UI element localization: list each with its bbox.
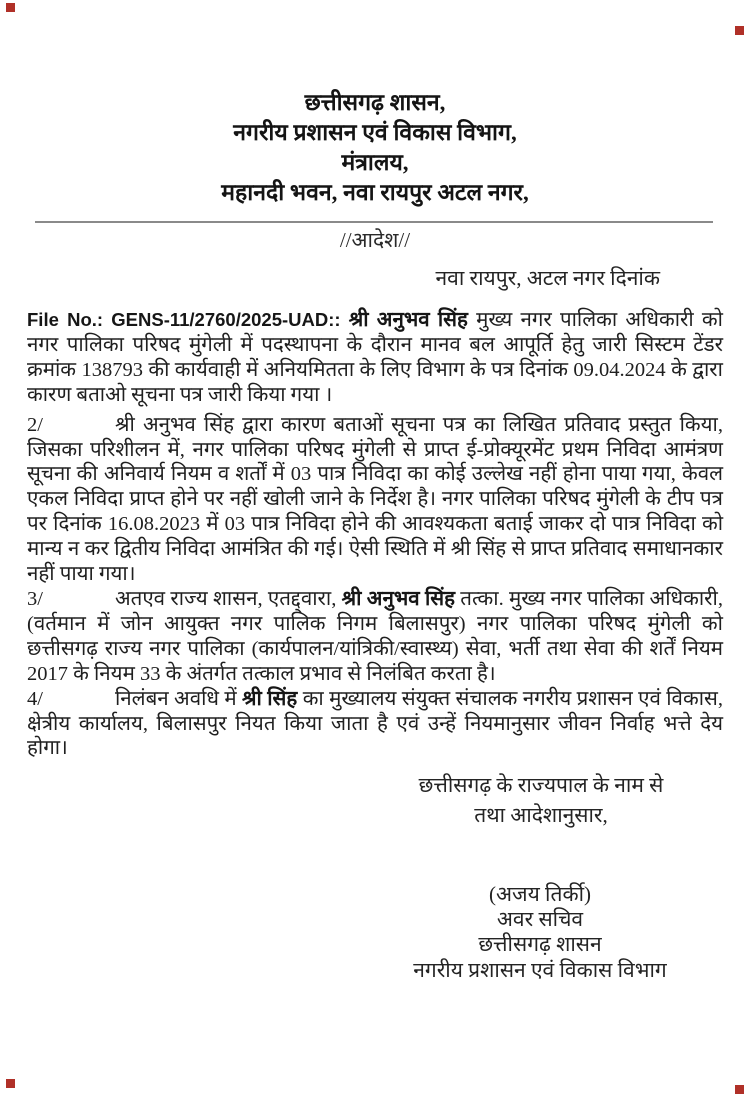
paragraph-3-pre: अतएव राज्य शासन, एतद्द्वारा, xyxy=(115,587,342,610)
paragraph-4 xyxy=(27,687,723,762)
letterhead-address: महानदी भवन, नवा रायपुर अटल नगर, xyxy=(221,180,529,205)
signature-block xyxy=(388,882,692,983)
paragraph-4-number: 4/ xyxy=(27,687,43,710)
divider-line xyxy=(35,221,713,223)
signatory-name: (अजय तिर्की) xyxy=(488,882,592,906)
paragraph-2-text: श्री अनुभव सिंह द्वारा कारण बताओं सूचना पत्र का लिखित प्रतिवाद प्रस्तुत किया, जिसका परिशीलन में, नगर पालिका परिषद मुंगेली से प्राप्त ई-प्रोक्यूरमेंट प्रथम निविदा आमंत्रण सूचना की अनिवार्य नियम व शर्तों में 03 पात्र निविदा का कोई उल्लेख नहीं होना पाया गया, केवल एकल निविदा प्राप्त होने पर नहीं खोली जाने के निर्देश है। नगर पालिका परिषद मुंगेली के टीप पत्र पर दिनांक 16.08.2023 में 03 पात्र निविदा होने की आवश्यकता बताई जाकर दो पात्र निविदा को मान्य न कर द्वितीय निविदा आमंत्रित की गई। ऐसी स्थिति में श्री सिंह से प्राप्त प्रतिवाद समाधानकार नहीं पाया गया। xyxy=(27,413,723,586)
officer-name-bold: श्री अनुभव सिंह xyxy=(341,587,455,610)
paragraph-1-text: मुख्य नगर पालिका अधिकारी को नगर पालिका परिषद मुंगेली में पदस्थापना के दौरान मानव बल आपूर्ति हेतु जारी सिस्टम टेंडर क्रमांक 138793 की कार्यवाही में अनियमितता के लिए विभाग के पत्र दिनांक 09.04.2024 के द्वारा कारण बताओ सूचना पत्र जारी किया गया । xyxy=(27,309,723,406)
paragraph-1 xyxy=(27,308,723,408)
closing-block xyxy=(390,770,692,830)
officer-name-bold: श्री सिंह xyxy=(242,687,298,710)
file-number: File No.: GENS-11/2760/2025-UAD:: xyxy=(27,309,341,330)
letterhead xyxy=(0,88,750,208)
closing-line-2: तथा आदेशानुसार, xyxy=(474,803,608,827)
order-title: //आदेश// xyxy=(339,228,411,252)
corner-mark-bottom-left xyxy=(6,1079,15,1088)
corner-mark-top-right xyxy=(735,26,744,35)
closing-line-1: छत्तीसगढ़ के राज्यपाल के नाम से xyxy=(418,773,664,797)
paragraph-4-post: का मुख्यालय संयुक्त संचालक नगरीय प्रशासन एवं विकास, क्षेत्रीय कार्यालय, बिलासपुर नियत किया जाता है एवं उन्हें नियमानुसार जीवन निर्वाह भत्ते देय होगा। xyxy=(27,687,723,760)
order-body xyxy=(27,308,723,761)
signatory-org-department: नगरीय प्रशासन एवं विकास विभाग xyxy=(413,957,667,982)
paragraph-3-post: तत्का. मुख्य नगर पालिका अधिकारी, (वर्तमान में जोन आयुक्त नगर पालिक निगम बिलासपुर) नगर पालिका परिषद मुंगेली को छत्तीसगढ़ राज्य नगर पालिका (कार्यपालन/यांत्रिकी/स्वास्थ्य) सेवा, भर्ती तथा सेवा की शर्तें नियम 2017 के नियम 33 के अंतर्गत तत्काल प्रभाव से निलंबित करता है। xyxy=(27,587,723,685)
letterhead-government: छत्तीसगढ़ शासन, xyxy=(304,90,446,115)
officer-name-bold: श्री अनुभव सिंह xyxy=(340,309,477,331)
paragraph-2 xyxy=(27,413,723,587)
corner-mark-bottom-right xyxy=(735,1085,744,1094)
letterhead-department: नगरीय प्रशासन एवं विकास विभाग, xyxy=(233,120,517,145)
letterhead-ministry: मंत्रालय, xyxy=(341,150,409,175)
paragraph-3 xyxy=(27,587,723,687)
place-dateline: नवा रायपुर, अटल नगर दिनांक xyxy=(435,266,660,290)
paragraph-2-number: 2/ xyxy=(27,413,43,436)
paragraph-3-number: 3/ xyxy=(27,587,43,610)
signatory-title: अवर सचिव xyxy=(496,907,584,932)
paragraph-4-pre: निलंबन अवधि में xyxy=(115,687,243,710)
corner-mark-top-left xyxy=(6,3,15,12)
signatory-org-government: छत्तीसगढ़ शासन xyxy=(478,932,602,957)
